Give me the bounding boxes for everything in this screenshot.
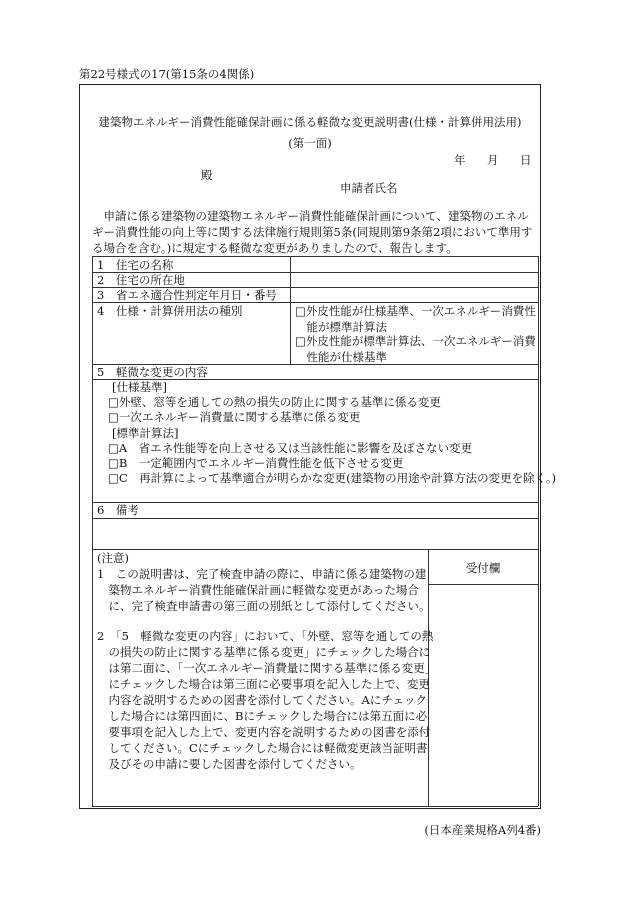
table-bottom-line bbox=[92, 806, 538, 807]
page-label: (第一面) bbox=[288, 136, 332, 150]
calc-header: [標準計算法] bbox=[112, 426, 179, 440]
section-6-title: 6 備考 bbox=[97, 503, 139, 517]
row-divider bbox=[92, 549, 538, 550]
intro-paragraph: 申請に係る建築物の建築物エネルギー消費性能確保計画について、建築物のエネルギー消費性能の向上等に関する法律施行規則第5条(同規則第9条第2項において準用する場合を含む。)に規定する軽微な変更がありましたので、報告します。 bbox=[92, 209, 533, 255]
date-day: 日 bbox=[520, 153, 532, 167]
footer-standard: (日本産業規格A列4番) bbox=[424, 823, 541, 837]
row-label-method: 4 仕様・計算併用法の種別 bbox=[97, 304, 243, 318]
method-option-1[interactable]: □外皮性能が仕様基準、一次エネルギー消費性能が標準計算法 bbox=[295, 304, 536, 334]
notes-header: (注意) bbox=[97, 551, 129, 565]
page-title: 建築物エネルギー消費性能確保計画に係る軽微な変更説明書(仕様・計算併用法用) bbox=[98, 115, 522, 129]
method-option-2[interactable]: □外皮性能が標準計算法、一次エネルギー消費性能が仕様基準 bbox=[295, 334, 536, 364]
spec-item-energy[interactable]: □一次エネルギー消費量に関する基準に係る変更 bbox=[108, 410, 361, 424]
row-label-judgement: 3 省エネ適合性判定年月日・番号 bbox=[97, 288, 277, 302]
reception-label: 受付欄 bbox=[465, 561, 501, 575]
section-5-title: 5 軽微な変更の内容 bbox=[97, 365, 208, 379]
row-divider bbox=[92, 502, 538, 503]
calc-item-b[interactable]: □B 一定範囲内でエネルギー消費性能を低下させる変更 bbox=[108, 456, 404, 470]
calc-item-a[interactable]: □A 省エネ性能等を向上させる又は当該性能に影響を及ぼさない変更 bbox=[108, 441, 473, 455]
calc-item-c[interactable]: □C 再計算によって基準適合が明らかな変更(建築物の用途や計算方法の変更を除く。) bbox=[108, 471, 557, 485]
date-month: 月 bbox=[487, 153, 499, 167]
spec-header: [仕様基準] bbox=[112, 380, 167, 394]
reception-divider bbox=[428, 584, 538, 585]
spec-item-envelope[interactable]: □外壁、窓等を通しての熱の損失の防止に関する基準に係る変更 bbox=[108, 395, 441, 409]
table-left-border bbox=[92, 256, 93, 806]
note-2: 2 「5 軽微な変更の内容」において、「外壁、窓等を通しての熱の損失の防止に関する基準に係る変更」にチェックした場合には第二面に、「一次エネルギー消費量に関する基準に係る変更」にチェックした場合は第三面に必要事項を記入した上で、変更内容を説明するための図書を添付してください。Aにチェックした場合には第四面に、Bにチェックした場合には第五面に必要事項を記入した上で、変更内容を説明するための図書を添付してください。Cにチェックした場合には軽微変更該当証明書及びその申請に要した図書を添付してください。 bbox=[97, 629, 434, 771]
addressee: 殿 bbox=[201, 168, 213, 182]
row-label-name: 1 住宅の名称 bbox=[97, 258, 174, 272]
row-label-address: 2 住宅の所在地 bbox=[97, 273, 185, 287]
form-number: 第22号様式の17(第15条の4関係) bbox=[79, 67, 255, 81]
column-divider bbox=[290, 256, 291, 364]
row-divider bbox=[92, 518, 538, 519]
applicant-name-label: 申請者氏名 bbox=[340, 181, 398, 195]
date-year: 年 bbox=[454, 153, 466, 167]
note-1: 1 この説明書は、完了検査申請の際に、申請に係る建築物の建築物エネルギー消費性能確保計画に軽微な変更があった場合に、完了検査申請書の第三面の別紙として添付してください。 bbox=[97, 567, 431, 613]
